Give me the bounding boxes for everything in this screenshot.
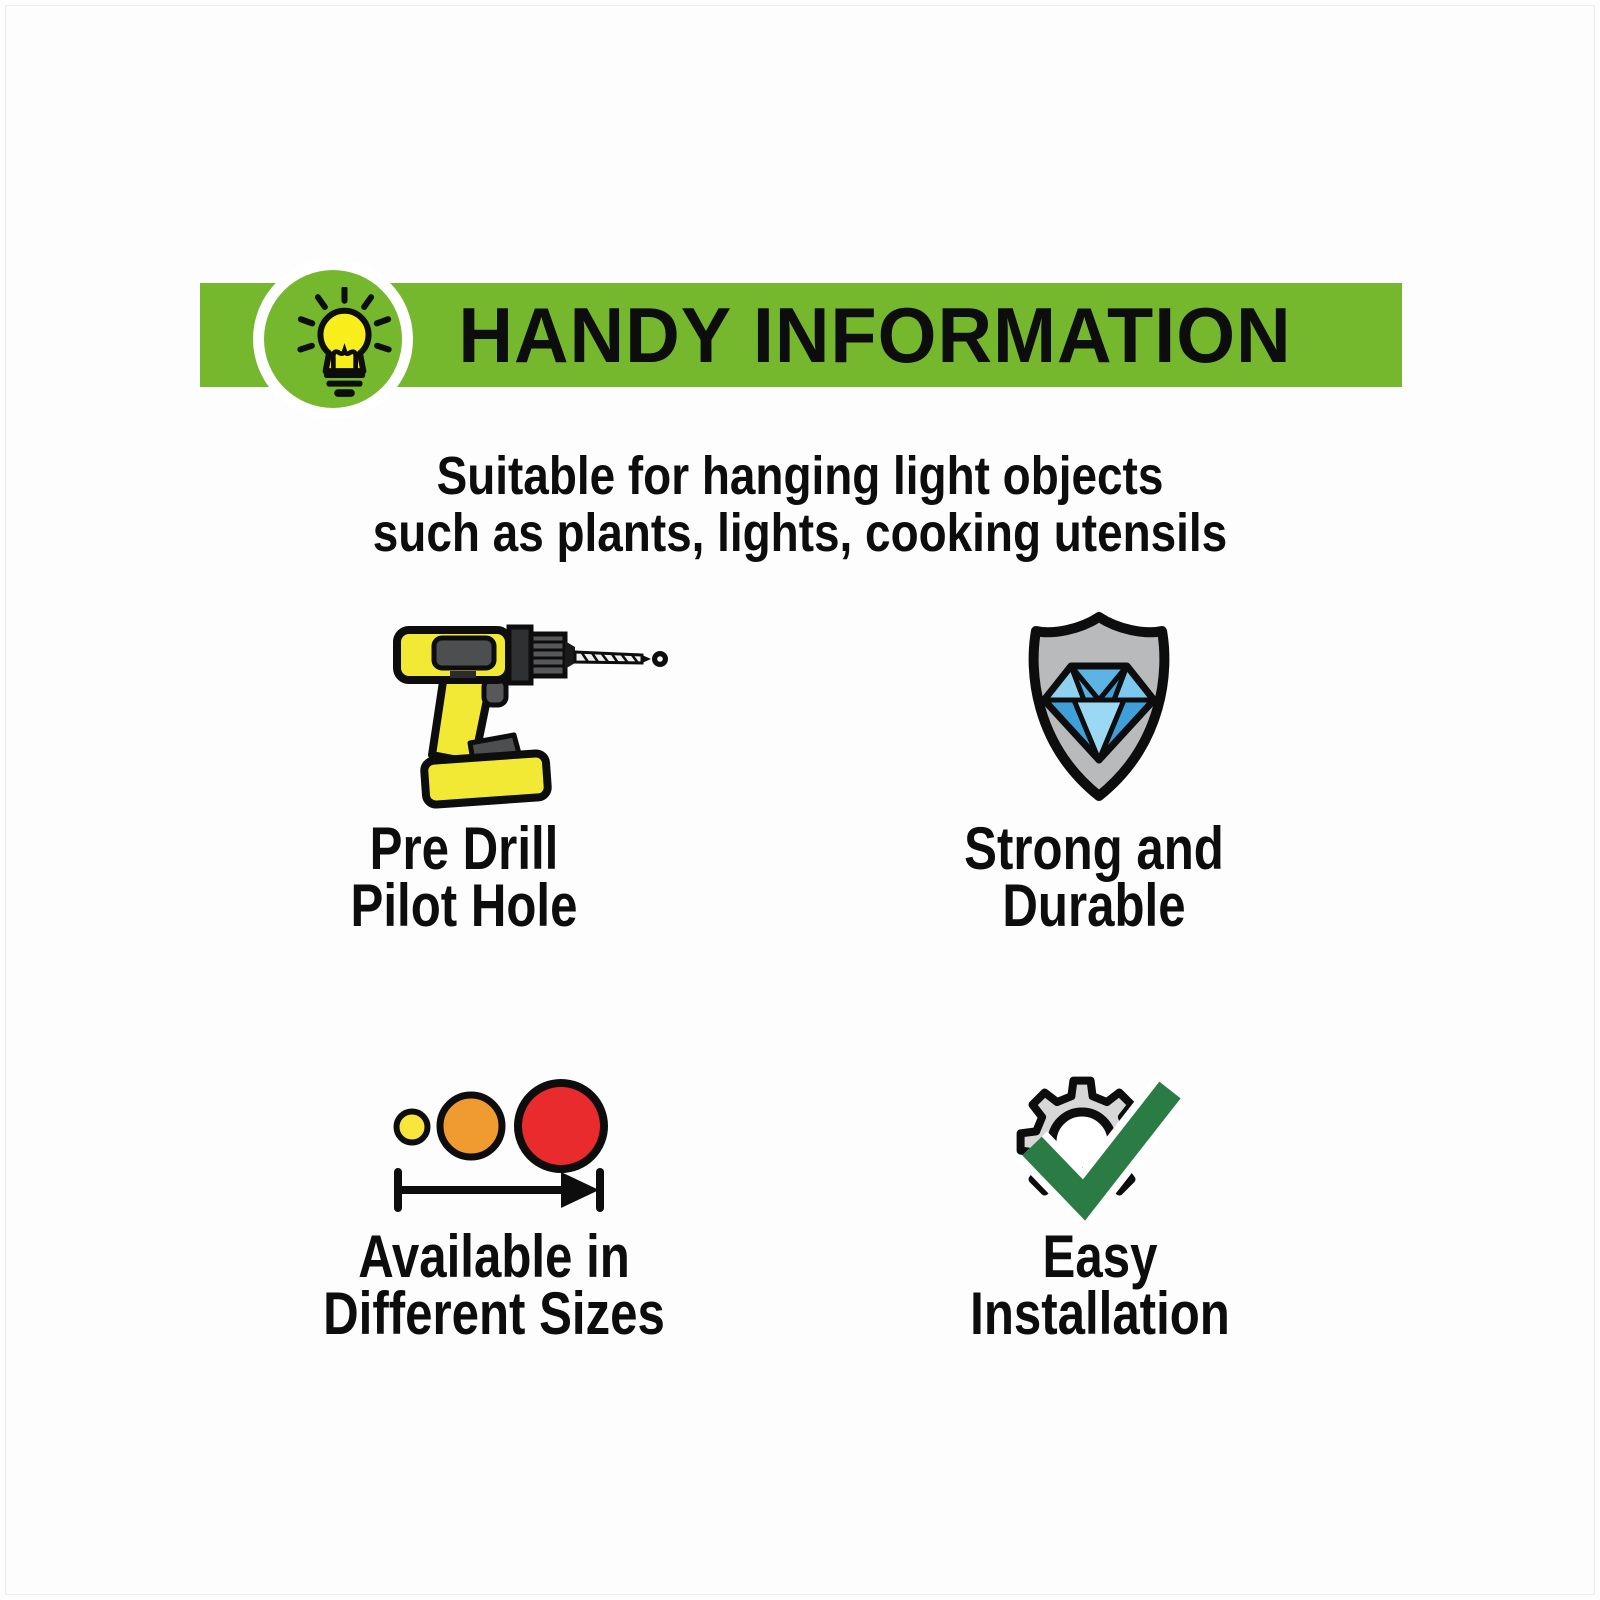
gear-check-icon bbox=[1002, 1060, 1192, 1225]
lightbulb-badge-circle bbox=[264, 270, 402, 408]
feature-label-line: Pre Drill bbox=[369, 815, 559, 882]
feature-label-line: Easy bbox=[1042, 1223, 1158, 1290]
feature-label-strong-durable bbox=[914, 815, 1275, 939]
page-title: HANDY INFORMATION bbox=[458, 290, 1292, 379]
feature-label-line: Different Sizes bbox=[323, 1280, 665, 1347]
lightbulb-badge bbox=[253, 259, 413, 419]
feature-label-line: Strong and bbox=[964, 815, 1224, 882]
drill-icon bbox=[392, 615, 672, 810]
feature-label-line: Available in bbox=[358, 1223, 630, 1290]
feature-label-line: Pilot Hole bbox=[350, 872, 578, 939]
subtitle-line2: such as plants, lights, cooking utensils bbox=[372, 503, 1228, 563]
subtitle-line1: Suitable for hanging light objects bbox=[436, 446, 1164, 506]
feature-label-line: Installation bbox=[970, 1280, 1230, 1347]
lightbulb-icon bbox=[293, 287, 396, 403]
feature-label-different-sizes bbox=[314, 1223, 675, 1347]
size-circles-icon bbox=[385, 1065, 625, 1215]
feature-label-easy-installation bbox=[920, 1223, 1281, 1347]
image-frame bbox=[5, 5, 1595, 1595]
subtitle bbox=[120, 448, 1480, 562]
feature-label-pre-drill bbox=[284, 815, 645, 939]
shield-diamond-icon bbox=[1013, 608, 1185, 804]
feature-label-line: Durable bbox=[1002, 872, 1186, 939]
